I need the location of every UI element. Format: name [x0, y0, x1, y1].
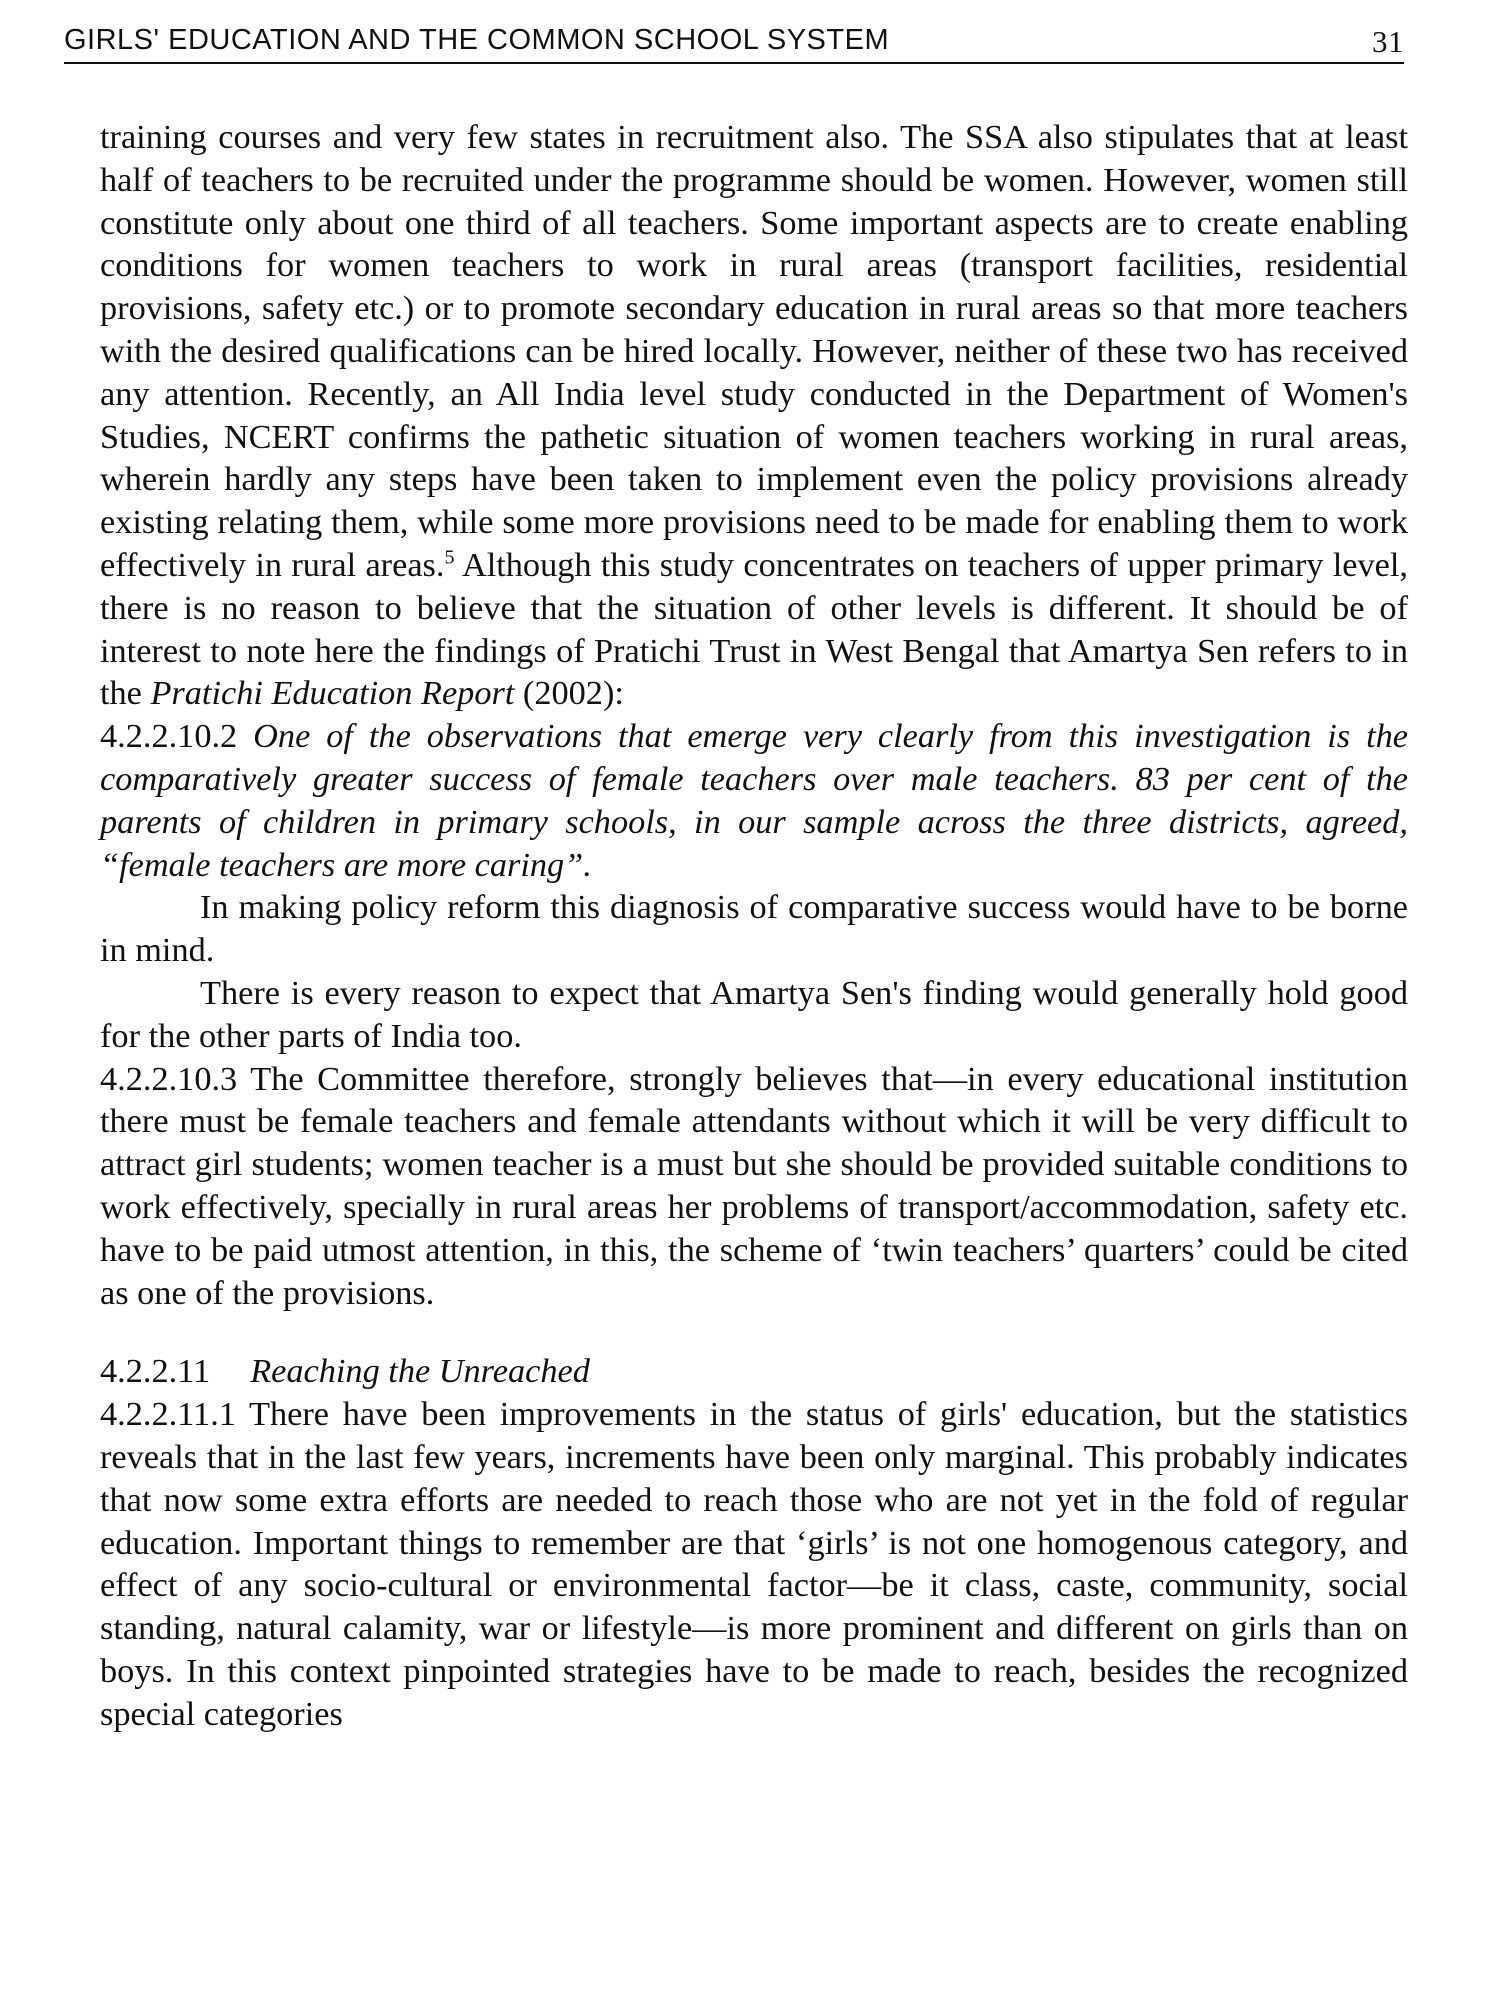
paragraph-text: The Committee therefore, strongly believes that—in every educational institution there must be female teachers and female attendants without which it will be very difficult to attract girl students; women teacher is a must but she should be provided suitable conditions to work effectively, specially in rural areas her problems of transport/accommodation, safety etc. have to be paid utmost attention, in this, the scheme of ‘twin teachers’ quarters’ could be cited as one of the provisions. — [100, 1059, 1408, 1312]
body-text — [100, 116, 1408, 1735]
paragraph-text: training courses and very few states in recruitment also. The SSA also stipulates that at least half of teachers to be recruited under the programme should be women. However, women still constitute only about one third of all teachers. Some important aspects are to create enabling conditions for women teachers to work in rural areas (transport facilities, residential provisions, safety etc.) or to promote secondary education in rural areas so that more teachers with the desired qualifications can be hired locally. However, neither of these two has received any attention. Recently, an All India level study conducted in the Department of Women's Studies, NCERT confirms the pathetic situation of women teachers working in rural areas, wherein hardly any steps have been taken to implement even the policy provisions already existing relating them, while some more provisions need to be made for enabling them to work effectively in rural areas. — [100, 118, 1408, 584]
paragraph-reaching-unreached — [100, 1393, 1408, 1735]
quote-text: One of the observations that emerge very clearly from this investigation is the comparatively greater success of female teachers over male teachers. 83 per cent of the parents of children in primary schools, in our sample across the three districts, agreed, “female teachers are more caring”. — [100, 717, 1408, 884]
section-number: 4.2.2.11 — [100, 1352, 211, 1391]
paragraph-number: 4.2.2.11.1 — [100, 1395, 236, 1434]
paragraph-amartya-sen: There is every reason to expect that Amartya Sen's finding would generally hold good for the other parts of India too. — [100, 973, 1408, 1055]
section-title: Reaching the Unreached — [250, 1352, 590, 1391]
paragraph-policy-reform: In making policy reform this diagnosis of comparative success would have to be borne in mind. — [100, 888, 1408, 970]
section-heading — [100, 1350, 1408, 1393]
quote-number: 4.2.2.10.2 — [100, 717, 238, 756]
paragraph-text: (2002): — [514, 674, 624, 713]
header-title: GIRLS' EDUCATION AND THE COMMON SCHOOL SYSTEM — [64, 24, 890, 56]
page-number: 31 — [1372, 24, 1404, 59]
paragraph-text: There have been improvements in the status of girls' education, but the statistics reveals that in the last few years, increments have been only marginal. This probably indicates that now some extra efforts are needed to reach those who are not yet in the fold of regular education. Important things to remember are that ‘girls’ is not one homogenous category, and effect of any socio-cultural or environmental factor—be it class, caste, community, social standing, natural calamity, war or lifestyle—is more prominent and different on girls than on boys. In this context pinpointed strategies have to be made to reach, besides the recognized special categories — [100, 1395, 1408, 1733]
report-title: Pratichi Education Report — [150, 674, 515, 713]
paragraph-number: 4.2.2.10.3 — [100, 1059, 238, 1098]
paragraph-committee — [100, 1058, 1408, 1315]
footnote-reference: 5 — [444, 546, 455, 569]
paragraph-text: Although this study concentrates on teachers of upper primary level, there is no reason to believe that the situation of other levels is different. It should be of interest to note here the findings of Pratichi Trust in West Bengal that Amartya Sen refers to in the — [100, 545, 1408, 713]
paragraph-teachers-recruitment — [100, 116, 1408, 715]
section-spacer — [100, 1314, 1408, 1350]
quoted-passage — [100, 715, 1408, 886]
running-header — [64, 18, 1404, 64]
